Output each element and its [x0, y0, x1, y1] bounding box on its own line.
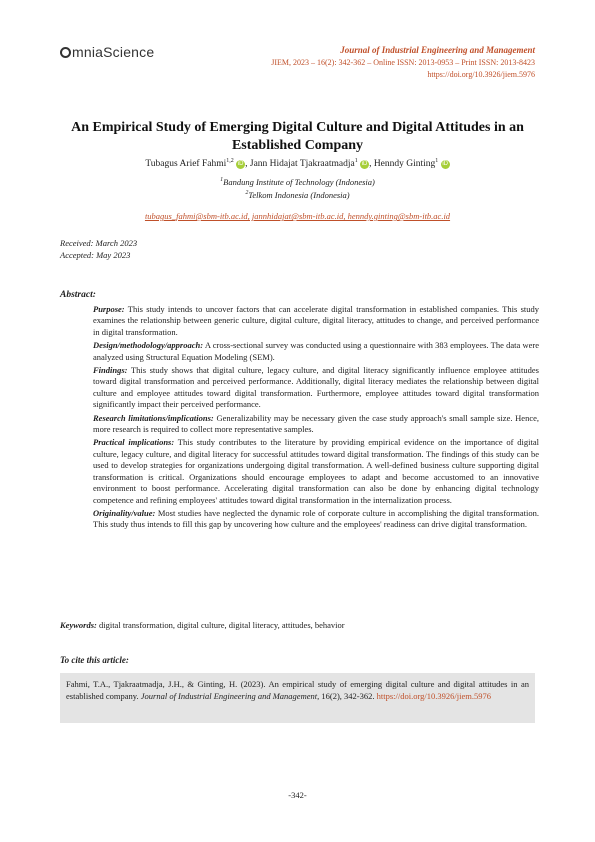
abstract-purpose: Purpose: This study intends to uncover factors that can accelerate digital transformation in established companies. This study examines the relationship between generic culture, digital culture, digital literacy, attitudes to change, and perceived performance in digital transformation.	[93, 304, 539, 337]
author-name: Jann Hidajat Tjakraatmadja	[249, 159, 355, 170]
article-dates	[60, 237, 137, 261]
abstract-design: Design/methodology/approach: A cross-sectional survey was conducted using a questionnaire with 383 employees. The data were analyzed using Structural Equation Modeling (SEM).	[93, 340, 540, 362]
logo-o-mark	[60, 47, 71, 58]
author-list: Tubagus Arief Fahmi$^{1,2}$ iD , Jann Hidajat Tjakraatmadja$^1$ iD , Henndy Ginting$^1$ iD	[145, 158, 448, 170]
abstract-originality: Originality/value: Most studies have neglected the dynamic role of corporate culture in accomplishing the digital transformation. This study thus intends to fill this gap by uncovering how culture and the employees' readiness can drive digital transformation.	[93, 507, 540, 530]
author-emails[interactable]: tubagus_fahmi@sbm-itb.ac.id, jannhidajat@sbm-itb.ac.id, henndy.ginting@sbm-itb.ac.id	[144, 211, 451, 221]
cite-heading: To cite this article:	[60, 655, 129, 665]
orcid-icon[interactable]: iD	[442, 161, 448, 168]
journal-title: Journal of Industrial Engineering and Management	[340, 45, 535, 55]
article-title: An Empirical Study of Emerging Digital Culture and Digital Attitudes in an Established Company	[71, 120, 524, 153]
author-name: Tubagus Arief Fahmi	[145, 159, 227, 170]
abstract-findings: Findings: This study shows that digital culture, legacy culture, and digital literacy significantly influence employee attitudes toward digital transformation and perceived performance. Additionally, digital literacy mediates the relationship between digital culture and employee attitudes toward digital transformation. Furthermore, employee attitudes toward digital transformation significantly impact their perceived performance.	[93, 365, 539, 410]
affiliation-2: $^2$Telkom Indonesia (Indonesia)	[245, 190, 350, 200]
issue-line: JIEM, 2023 – 16(2): 342-362 – Online ISSN: 2013-0953 – Print ISSN: 2013-8423	[271, 57, 535, 67]
abstract-limitations: Research limitations/implications: Generalizability may be necessary given the case study approach's small sample size. Hence, more research is required to collect more representative samples.	[93, 412, 539, 435]
author-name: Henndy Ginting	[373, 159, 436, 170]
keywords: Keywords: digital transformation, digital culture, digital literacy, attitudes, behavior	[60, 620, 345, 630]
citation-doi-link[interactable]: https://doi.org/10.3926/jiem.5976	[376, 691, 491, 701]
logo-text: mniaScience	[72, 44, 155, 60]
abstract-practical: Practical implications: This study contributes to the literature by providing empirical evidence on the importance of digital culture, legacy culture, and digital literacy for successful attitudes toward digital transformation. The findings of this study can be used to develop strategies for organizations undergoing digital transformation. A well-defined business culture supporting digital transformation is critical. Organizations should encourage employees to adapt and become accustomed to an innovative environment to boost performance. Accelerating digital transformation can also be done by enhancing digital technology competence and refining employees' attitudes toward digital transformation in the internalization process.	[93, 437, 539, 505]
accepted-date: Accepted: May 2023	[60, 250, 131, 260]
orcid-icon[interactable]: iD	[237, 161, 244, 168]
received-date: Received: March 2023	[60, 238, 138, 248]
abstract-heading: Abstract:	[60, 290, 96, 300]
citation-box: Fahmi, T.A., Tjakraatmadja, J.H., & Ginting, H. (2023). An empirical study of emerging digital culture and digital attitudes in an established company. Journal of Industrial Engineering and Management, 16(2), 342-362. https://doi.org/10.3926/jiem.5976	[60, 673, 535, 723]
page-number: -342-	[288, 790, 307, 800]
orcid-icon[interactable]: iD	[361, 161, 368, 168]
header-doi-link[interactable]: https://doi.org/10.3926/jiem.5976	[427, 70, 535, 79]
abstract-body	[93, 304, 539, 533]
omniascience-logo	[60, 44, 154, 60]
affiliation-1: $^1$Bandung Institute of Technology (Indonesia)	[220, 177, 375, 187]
journal-header	[271, 44, 535, 82]
